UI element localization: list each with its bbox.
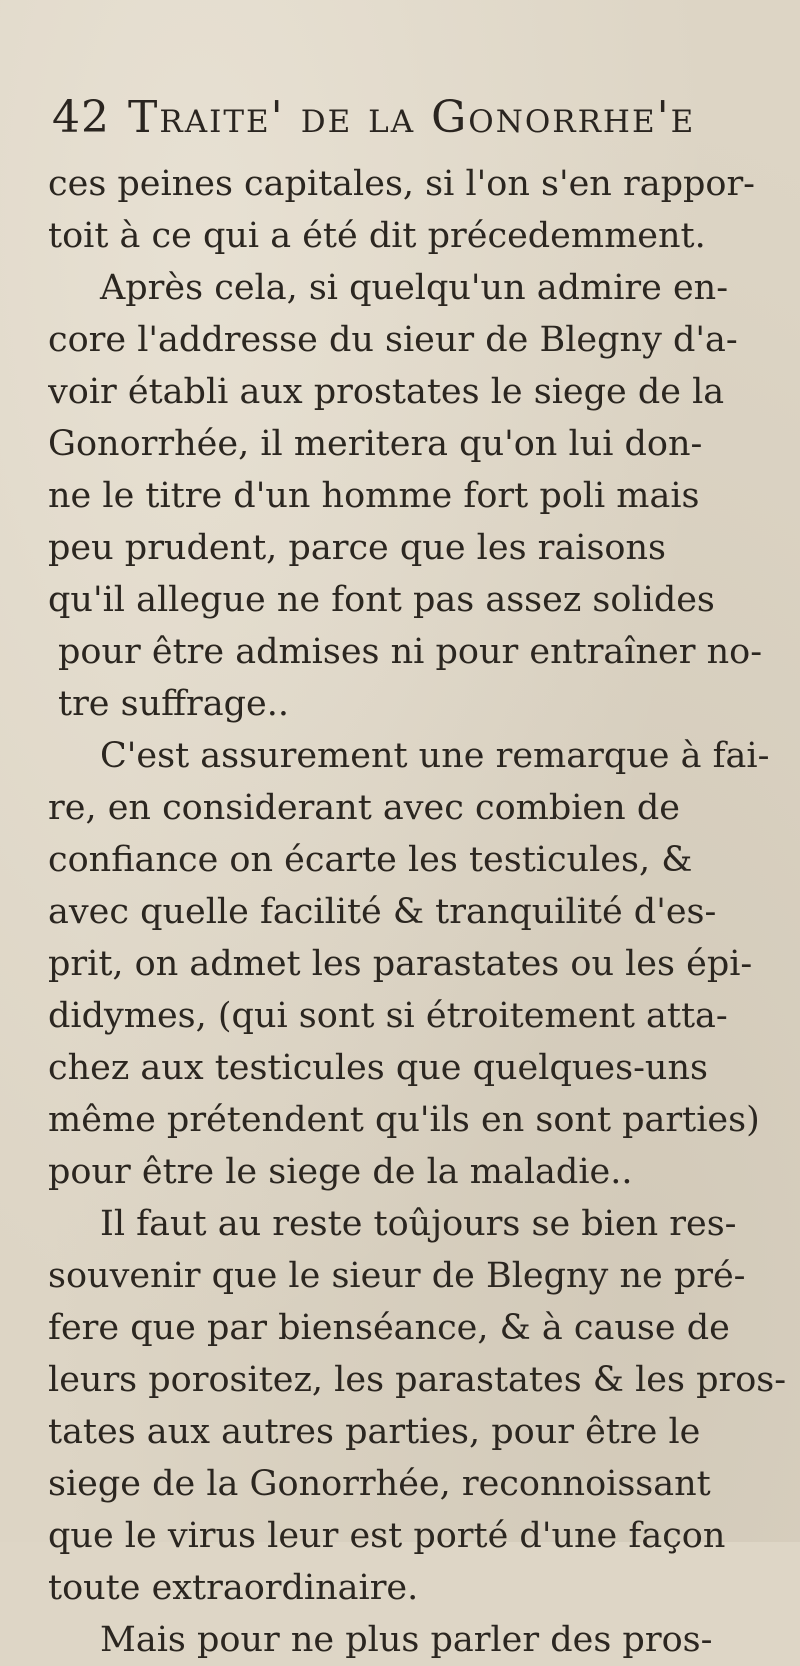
text-line: toit à ce qui a été dit précedemment. bbox=[48, 216, 706, 256]
text-line: tates aux autres parties, pour être le bbox=[48, 1412, 701, 1452]
text-line: souvenir que le sieur de Blegny ne pré- bbox=[48, 1256, 746, 1296]
running-title: Traite' de la Gonorrhe'e bbox=[128, 92, 696, 143]
text-line: avec quelle facilité & tranquilité d'es- bbox=[48, 892, 717, 932]
text-line: tre suffrage.. bbox=[58, 684, 289, 724]
text-line: core l'addresse du sieur de Blegny d'a- bbox=[48, 320, 738, 360]
text-line: leurs porositez, les parastates & les pros- bbox=[48, 1360, 787, 1400]
text-line: confiance on écarte les testicules, & bbox=[48, 840, 693, 880]
text-line: que le virus leur est porté d'une façon bbox=[48, 1516, 726, 1556]
text-line: Il faut au reste toûjours se bien res- bbox=[100, 1204, 737, 1244]
text-line: Gonorrhée, il meritera qu'on lui don- bbox=[48, 424, 703, 464]
text-line: didymes, (qui sont si étroitement atta- bbox=[48, 996, 728, 1036]
text-line: peu prudent, parce que les raisons bbox=[48, 528, 666, 568]
body-text bbox=[48, 158, 796, 1666]
text-line: Mais pour ne plus parler des pros- bbox=[100, 1620, 713, 1660]
text-line: chez aux testicules que quelques-uns bbox=[48, 1048, 708, 1088]
page-header bbox=[52, 92, 792, 150]
text-line: pour être admises ni pour entraîner no- bbox=[58, 632, 763, 672]
text-line: re, en considerant avec combien de bbox=[48, 788, 680, 828]
text-line: siege de la Gonorrhée, reconnoissant bbox=[48, 1464, 711, 1504]
text-line: toute extraordinaire. bbox=[48, 1568, 419, 1608]
text-line: C'est assurement une remarque à fai- bbox=[100, 736, 770, 776]
page-number: 42 bbox=[52, 92, 110, 143]
text-line: Après cela, si quelqu'un admire en- bbox=[100, 268, 729, 308]
text-line: ces peines capitales, si l'on s'en rappor- bbox=[48, 164, 756, 204]
text-line: prit, on admet les parastates ou les épi- bbox=[48, 944, 753, 984]
text-line: pour être le siege de la maladie.. bbox=[48, 1152, 633, 1192]
text-line: qu'il allegue ne font pas assez solides bbox=[48, 580, 715, 620]
text-line: même prétendent qu'ils en sont parties) bbox=[48, 1100, 760, 1140]
text-line: ne le titre d'un homme fort poli mais bbox=[48, 476, 700, 516]
text-line: voir établi aux prostates le siege de la bbox=[48, 372, 725, 412]
text-line: fere que par bienséance, & à cause de bbox=[48, 1308, 730, 1348]
